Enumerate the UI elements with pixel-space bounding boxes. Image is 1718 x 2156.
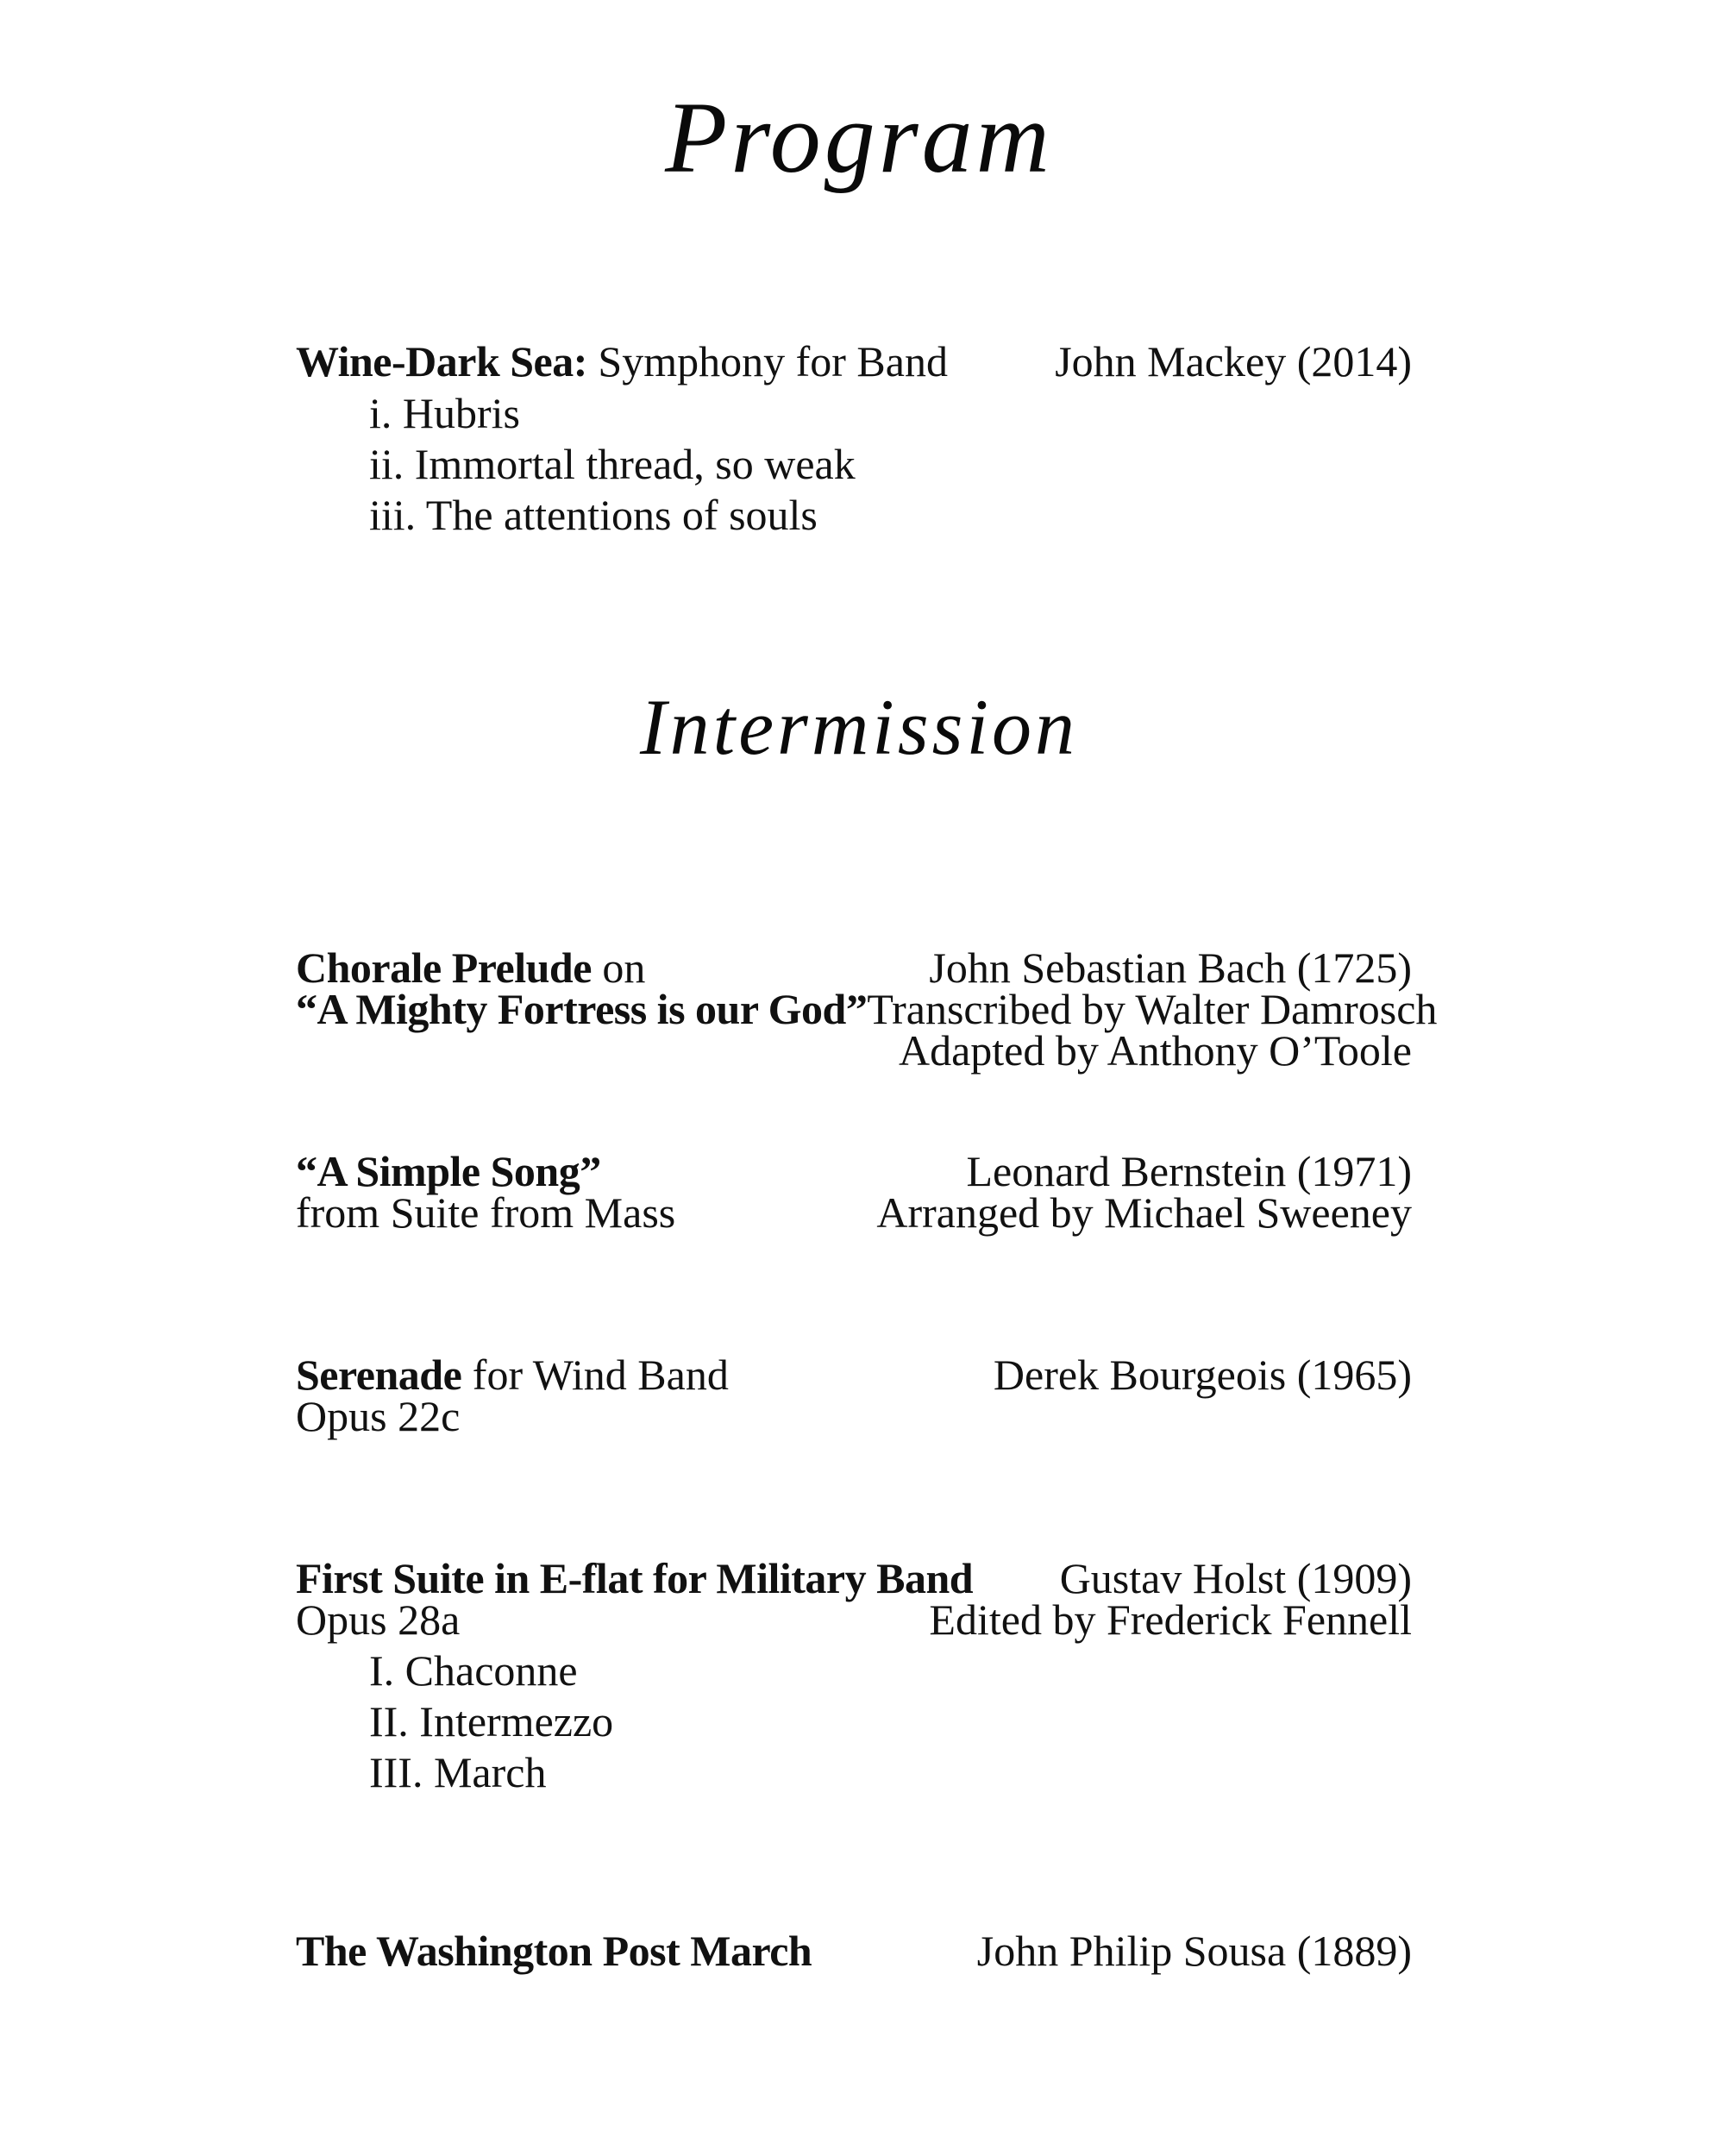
composer: John Philip Sousa (1889) bbox=[976, 1927, 1412, 1975]
entry-header-row bbox=[296, 1147, 1412, 1195]
program-heading: Program bbox=[665, 81, 1053, 194]
entry-second-row bbox=[296, 1188, 1412, 1237]
piece-title-bold: Wine-Dark Sea: bbox=[296, 337, 587, 385]
piece-title bbox=[296, 1351, 729, 1399]
entry-header-row bbox=[296, 943, 1412, 992]
movement-item: i. Hubris bbox=[369, 389, 520, 437]
piece-title-bold: Serenade bbox=[296, 1351, 462, 1399]
piece-title-rest: for Wind Band bbox=[461, 1351, 729, 1399]
entry-header-row bbox=[296, 1927, 1412, 1975]
movement-item: iii. The attentions of souls bbox=[369, 491, 818, 539]
composer: Gustav Holst (1909) bbox=[1059, 1554, 1412, 1602]
piece-title-rest: Symphony for Band bbox=[586, 337, 948, 385]
movement-item: ii. Immortal thread, so weak bbox=[369, 440, 856, 488]
program-entry-serenade bbox=[296, 1351, 1412, 1440]
program-entry-chorale-prelude bbox=[296, 943, 1438, 1075]
piece-subtitle: from Suite from Mass bbox=[296, 1188, 676, 1237]
piece-title bbox=[296, 943, 646, 992]
editor-credit: Edited by Frederick Fennell bbox=[929, 1595, 1412, 1644]
movement-list bbox=[369, 1645, 1412, 1798]
arranger-credit: Arranged by Michael Sweeney bbox=[876, 1188, 1412, 1237]
movement-item: I. Chaconne bbox=[369, 1646, 578, 1695]
opus-number: Opus 28a bbox=[296, 1595, 461, 1644]
movement-list bbox=[369, 388, 1412, 541]
program-entry-wine-dark-sea bbox=[296, 335, 1412, 541]
piece-title-bold: Chorale Prelude bbox=[296, 943, 592, 992]
movement-item: II. Intermezzo bbox=[369, 1697, 614, 1745]
entry-header-row bbox=[296, 1554, 1412, 1602]
composer: Derek Bourgeois (1965) bbox=[993, 1351, 1412, 1399]
entry-header-row bbox=[296, 1351, 1412, 1399]
piece-title: “A Simple Song” bbox=[296, 1147, 601, 1195]
transcriber-credit: Transcribed by Walter Damrosch bbox=[867, 985, 1438, 1033]
entry-header-row bbox=[296, 335, 1412, 388]
movement-item: III. March bbox=[369, 1748, 547, 1796]
composer: John Mackey (2014) bbox=[1055, 337, 1412, 385]
program-entry-washington-post bbox=[296, 1927, 1412, 1975]
piece-title-rest: on bbox=[591, 943, 646, 992]
adapter-credit: Adapted by Anthony O’Toole bbox=[898, 1026, 1412, 1075]
piece-title: First Suite in E-flat for Military Band bbox=[296, 1554, 974, 1602]
program-entry-simple-song bbox=[296, 1147, 1412, 1237]
piece-subtitle: “A Mighty Fortress is our God” bbox=[296, 985, 868, 1033]
composer: Leonard Bernstein (1971) bbox=[966, 1147, 1412, 1195]
opus-number: Opus 22c bbox=[296, 1392, 461, 1440]
entry-second-row bbox=[296, 985, 1438, 1033]
composer: John Sebastian Bach (1725) bbox=[929, 943, 1412, 992]
entry-third-row bbox=[296, 1026, 1412, 1075]
entry-second-row bbox=[296, 1392, 1412, 1440]
piece-title bbox=[296, 335, 948, 388]
intermission-heading: Intermission bbox=[640, 683, 1078, 771]
program-entry-first-suite bbox=[296, 1554, 1412, 1798]
entry-second-row bbox=[296, 1595, 1412, 1644]
piece-title: The Washington Post March bbox=[296, 1927, 812, 1975]
